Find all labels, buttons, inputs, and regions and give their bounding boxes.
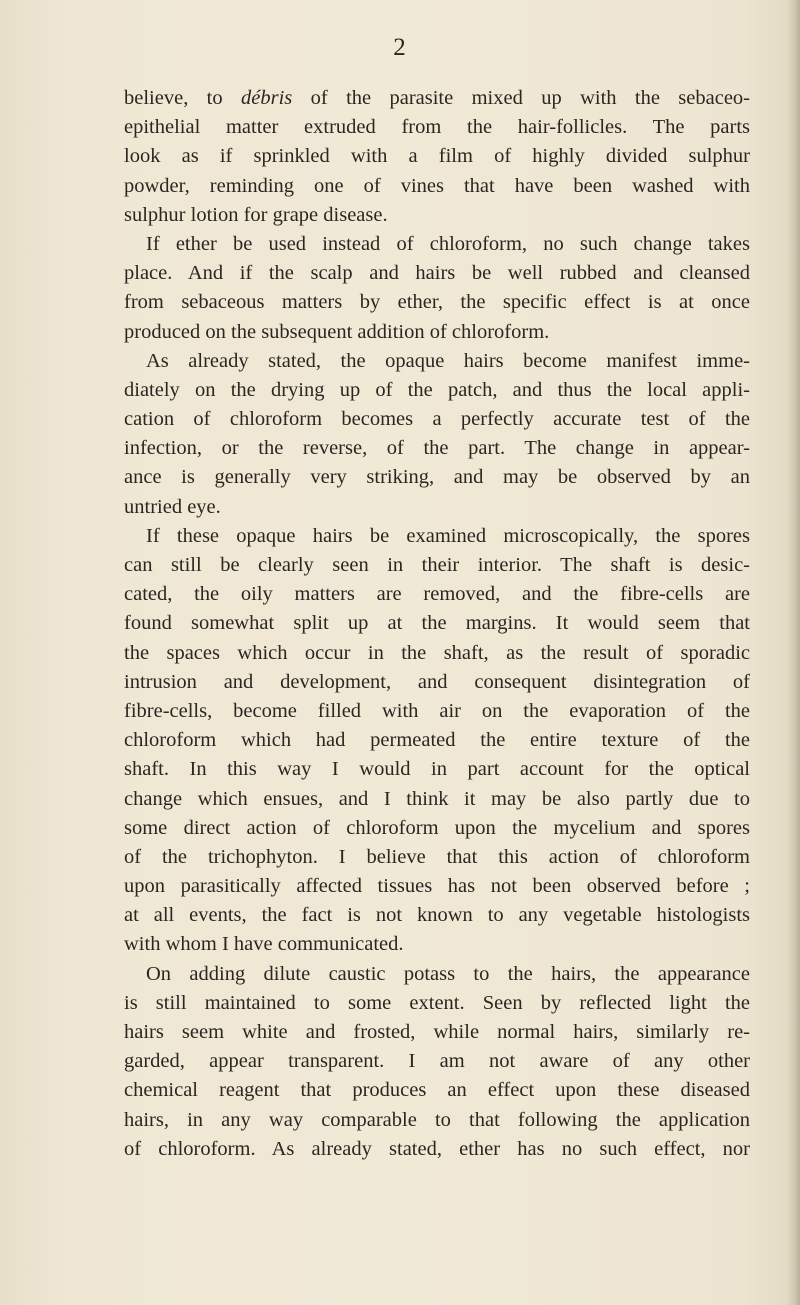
text-line: change which ensues, and I think it may be also partly due to <box>124 787 750 810</box>
text-line: chemical reagent that produces an effect upon these diseased <box>124 1079 750 1102</box>
page-edge-shadow <box>786 0 800 1305</box>
text-line: of the trichophyton. I believe that this action of chloroform <box>124 845 750 868</box>
text-line: epithelial matter extruded from the hair-follicles. The parts <box>124 116 750 139</box>
text-line: ance is generally very striking, and may be observed by an <box>124 466 750 489</box>
text-line: place. And if the scalp and hairs be well rubbed and cleansed <box>124 262 750 285</box>
text-line: with whom I have communicated. <box>124 933 404 956</box>
text-line: from sebaceous matters by ether, the specific effect is at once <box>124 291 750 314</box>
text-line: at all events, the fact is not known to any vegetable histologists <box>124 904 750 927</box>
text-line: chloroform which had permeated the entire texture of the <box>124 729 750 752</box>
text-line: diately on the drying up of the patch, and thus the local appli- <box>124 378 750 401</box>
text-line: powder, reminding one of vines that have been washed with <box>124 174 750 197</box>
text-line: is still maintained to some extent. Seen by reflected light the <box>124 991 750 1014</box>
text-line: upon parasitically affected tissues has not been observed before ; <box>124 875 750 898</box>
text-line: found somewhat split up at the margins. It would seem that <box>124 612 750 635</box>
page-number: 2 <box>393 34 407 61</box>
text-line: cation of chloroform becomes a perfectly accurate test of the <box>124 408 750 431</box>
body-text <box>124 84 750 1164</box>
text-line: infection, or the reverse, of the part. The change in appear- <box>124 437 750 460</box>
text-line: If these opaque hairs be examined microscopically, the spores <box>146 524 750 547</box>
text-line: some direct action of chloroform upon the mycelium and spores <box>124 816 750 839</box>
text-line: shaft. In this way I would in part account for the optical <box>124 758 750 781</box>
text-line: sulphur lotion for grape disease. <box>124 203 388 226</box>
text-line: As already stated, the opaque hairs become manifest imme- <box>146 349 750 372</box>
text-line: intrusion and development, and consequent disintegration of <box>124 670 750 693</box>
text-line: the spaces which occur in the shaft, as the result of sporadic <box>124 641 750 664</box>
text-line: untried eye. <box>124 495 221 518</box>
text-line: hairs, in any way comparable to that following the application <box>124 1108 750 1131</box>
text-line: garded, appear transparent. I am not aware of any other <box>124 1050 750 1073</box>
text-line: If ether be used instead of chloroform, no such change takes <box>146 232 750 255</box>
text-line: hairs seem white and frosted, while normal hairs, similarly re- <box>124 1021 750 1043</box>
text-line: produced on the subsequent addition of chloroform. <box>124 320 550 343</box>
text-line: On adding dilute caustic potass to the hairs, the appearance <box>146 962 750 985</box>
text-line: of chloroform. As already stated, ether has no such effect, nor <box>124 1137 750 1160</box>
text-line: fibre-cells, become filled with air on the evaporation of the <box>124 699 750 722</box>
italic-term: débris <box>241 87 293 109</box>
text-line: cated, the oily matters are removed, and the fibre-cells are <box>124 583 750 606</box>
text-line: believe, to débris of the parasite mixed up with the sebaceo- <box>124 87 750 109</box>
text-line: look as if sprinkled with a film of highly divided sulphur <box>124 145 750 168</box>
text-line: can still be clearly seen in their interior. The shaft is desic- <box>124 554 750 576</box>
